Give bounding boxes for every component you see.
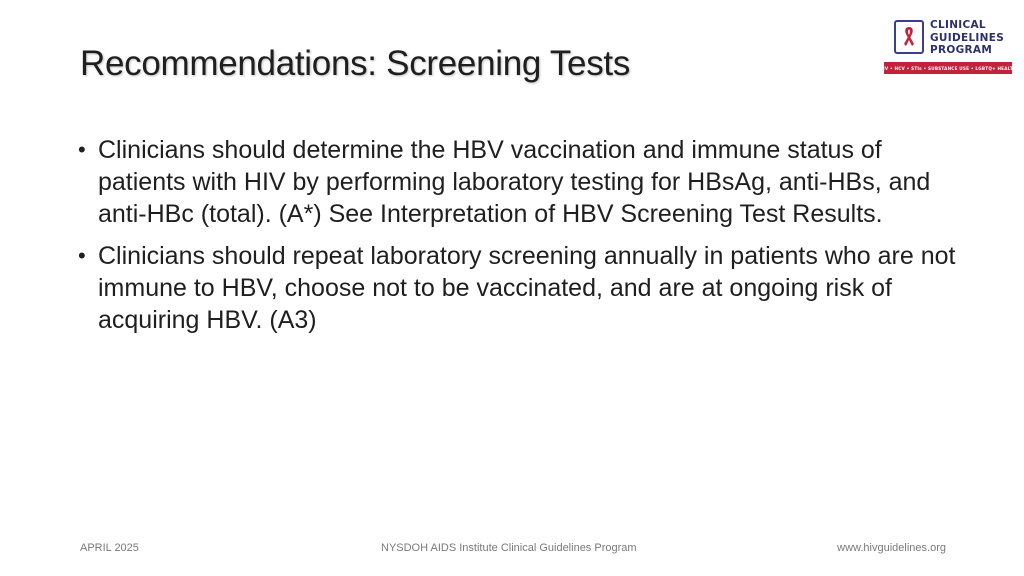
footer-url: www.hivguidelines.org: [837, 542, 946, 554]
red-ribbon-icon: [901, 25, 917, 49]
clinical-guidelines-logo: [879, 16, 1017, 76]
logo-line-1: CLINICAL: [930, 19, 986, 31]
bullet-list: [78, 134, 958, 346]
footer-organization: NYSDOH AIDS Institute Clinical Guidelines Program: [381, 542, 637, 554]
bullet-marker: •: [78, 137, 86, 162]
bullet-text: Clinicians should repeat laboratory screening annually in patients who are not immune to HBV, choose not to be vaccinated, and are at ongoing risk of acquiring HBV. (A3): [98, 242, 956, 334]
footer-date: APRIL 2025: [80, 542, 139, 554]
bullet-item: [78, 134, 958, 230]
logo-line-2: GUIDELINES: [930, 31, 1005, 44]
bullet-text: Clinicians should determine the HBV vaccination and immune status of patients with HIV by performing laboratory testing for HBsAg, anti-HBs, and anti-HBc (total). (A*) See Interpretation of HBV Screening Test Results.: [98, 136, 931, 228]
logo-line-3: PROGRAM: [930, 44, 993, 56]
bullet-marker: •: [78, 243, 86, 268]
slide-title: Recommendations: Screening Tests: [80, 44, 631, 83]
logo-emblem: [894, 20, 924, 54]
logo-tagline: HIV • HCV • STIs • SUBSTANCE USE • LGBTQ+ HEALTH: [884, 62, 1012, 74]
bullet-item: [78, 240, 958, 336]
logo-wordmark: [930, 19, 1004, 57]
